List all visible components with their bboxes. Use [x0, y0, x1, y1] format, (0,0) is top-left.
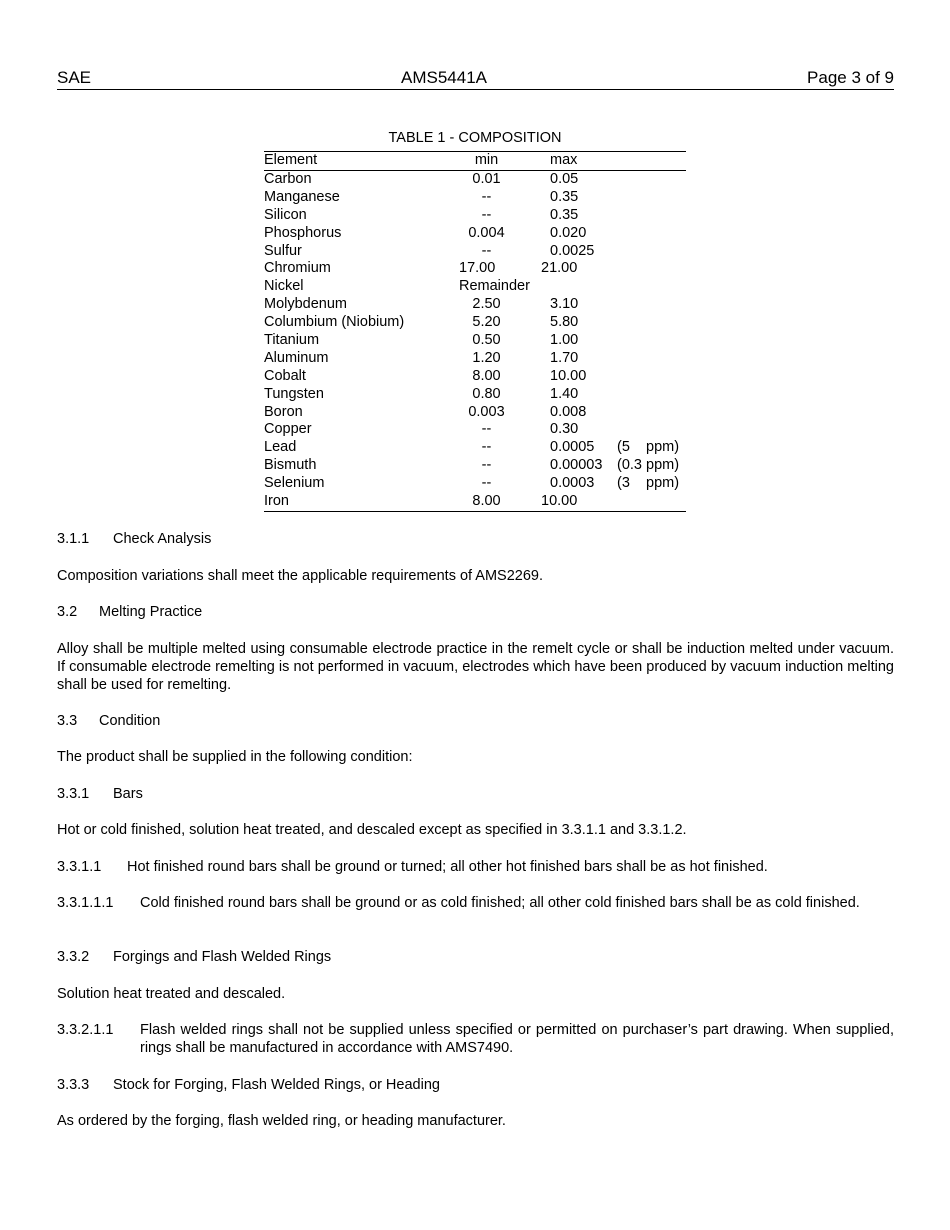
- cell-min: --: [481, 421, 492, 438]
- section-number: 3.3: [57, 713, 78, 729]
- cell-element: Sulfur: [264, 242, 302, 259]
- cell-min: --: [481, 188, 492, 205]
- cell-max: 0.020: [550, 224, 587, 241]
- cell-element: Selenium: [264, 475, 325, 492]
- cell-min: 1.20: [472, 349, 501, 366]
- cell-min: 0.004: [468, 224, 505, 241]
- table-row: [264, 207, 686, 225]
- cell-element: Molybdenum: [264, 296, 348, 313]
- section-number: 3.3.1.1: [57, 859, 102, 875]
- cell-element: Titanium: [264, 332, 320, 349]
- cell-element: Iron: [264, 493, 289, 510]
- table-body: [264, 171, 686, 511]
- section-3-3-3-text: As ordered by the forging, flash welded ring, or heading manufacturer.: [57, 1113, 506, 1129]
- cell-min: 2.50: [472, 296, 501, 313]
- table-row: [264, 332, 686, 350]
- cell-max: 0.35: [550, 206, 579, 223]
- section-title: Melting Practice: [99, 604, 203, 620]
- cell-max: 0.35: [550, 188, 579, 205]
- cell-element: Chromium: [264, 260, 331, 277]
- section-3-3-1-heading: [57, 785, 894, 803]
- section-3-3-2-1-1-number: 3.3.2.1.1: [57, 1022, 114, 1038]
- cell-max: 10.00: [541, 493, 578, 510]
- table-row: [264, 350, 686, 368]
- section-title: Forgings and Flash Welded Rings: [113, 949, 332, 965]
- column-header-min: min: [474, 152, 499, 168]
- cell-element: Phosphorus: [264, 224, 342, 241]
- cell-element: Nickel: [264, 278, 304, 295]
- table-row: [264, 296, 686, 314]
- cell-element: Carbon: [264, 171, 312, 187]
- cell-max: 5.80: [550, 314, 579, 331]
- cell-max: 1.00: [550, 332, 579, 349]
- table-row: [264, 243, 686, 261]
- table-row: [264, 386, 686, 404]
- cell-min: --: [481, 439, 492, 456]
- section-text: Hot finished round bars shall be ground or turned; all other hot finished bars shall be as hot finished.: [127, 859, 768, 875]
- cell-ppm: (5 ppm): [617, 439, 680, 456]
- section-title: Bars: [113, 786, 143, 802]
- table-row: [264, 457, 686, 475]
- cell-min: 8.00: [472, 493, 501, 510]
- column-header-element: Element: [264, 152, 318, 168]
- table-row: [264, 225, 686, 243]
- table-row: [264, 260, 686, 278]
- section-3-3-2-text: Solution heat treated and descaled.: [57, 986, 286, 1002]
- table-header-row: [264, 152, 686, 171]
- section-title: Stock for Forging, Flash Welded Rings, or Heading: [113, 1077, 440, 1093]
- section-3-3-1-text: Hot or cold finished, solution heat treated, and descaled except as specified in 3.3.1.1 and 3.3.1.2.: [57, 822, 687, 838]
- cell-min: --: [481, 475, 492, 492]
- cell-min: 8.00: [472, 367, 501, 384]
- section-3-1-1-text: Composition variations shall meet the applicable requirements of AMS2269.: [57, 568, 544, 584]
- cell-element: Silicon: [264, 206, 307, 223]
- section-3-3-3-heading: [57, 1076, 894, 1094]
- cell-max: 3.10: [550, 296, 579, 313]
- section-number: 3.3.3: [57, 1077, 90, 1093]
- section-number: 3.2: [57, 604, 78, 620]
- table-title: TABLE 1 - COMPOSITION: [388, 130, 562, 146]
- cell-max: 21.00: [541, 260, 578, 277]
- cell-element: Aluminum: [264, 349, 329, 366]
- cell-max: 0.0005: [550, 439, 595, 456]
- cell-element: Tungsten: [264, 385, 324, 402]
- table-row: [264, 368, 686, 386]
- section-3-3-2-1-1-text: Flash welded rings shall not be supplied unless specified or permitted on purchaser’s part drawing. When supplied, rings shall be manufactured in accordance with AMS7490.: [140, 1022, 894, 1056]
- header-page-number: Page 3 of 9: [807, 68, 894, 87]
- cell-max: 0.0003: [550, 475, 595, 492]
- table-row: [264, 493, 686, 511]
- cell-min: Remainder: [459, 278, 530, 295]
- section-3-2-text: Alloy shall be multiple melted using consumable electrode practice in the remelt cycle or shall be induction melted under vacuum. If consumable electrode remelting is not performed in vacuum, electrodes which have been produced by vacuum induction melting shall be used for remelting.: [57, 641, 894, 693]
- section-3-3-heading: [57, 712, 894, 730]
- section-3-2-heading: [57, 603, 894, 621]
- cell-max: 0.0025: [550, 242, 595, 259]
- cell-max: 0.008: [550, 403, 587, 420]
- section-3-3-2-heading: [57, 948, 894, 966]
- cell-min: 0.80: [472, 385, 501, 402]
- cell-element: Boron: [264, 403, 303, 420]
- column-header-max: max: [550, 152, 578, 168]
- table-row: [264, 314, 686, 332]
- section-3-1-1-heading: [57, 530, 894, 548]
- section-number: 3.3.1: [57, 786, 90, 802]
- cell-min: 5.20: [472, 314, 501, 331]
- table-row: [264, 475, 686, 493]
- cell-max: 1.70: [550, 349, 579, 366]
- table-row: [264, 171, 686, 189]
- section-3-3-1-1: [57, 858, 894, 876]
- section-3-3-1-1-1-text: Cold finished round bars shall be ground or as cold finished; all other cold finished bars shall be as cold finished.: [140, 895, 860, 911]
- cell-max: 0.05: [550, 171, 579, 187]
- section-title: Check Analysis: [113, 531, 212, 547]
- section-3-3-1-1-1-number: 3.3.1.1.1: [57, 895, 114, 911]
- cell-element: Cobalt: [264, 367, 306, 384]
- cell-max: 0.30: [550, 421, 579, 438]
- cell-min: 0.50: [472, 332, 501, 349]
- table-row: [264, 421, 686, 439]
- table-row: [264, 439, 686, 457]
- table-row: [264, 189, 686, 207]
- cell-min: 0.01: [472, 171, 501, 187]
- cell-min: 17.00: [459, 260, 496, 277]
- composition-table: [264, 151, 686, 512]
- cell-max: 10.00: [550, 367, 587, 384]
- cell-max: 0.00003: [550, 457, 603, 474]
- cell-max: 1.40: [550, 385, 579, 402]
- section-number: 3.1.1: [57, 531, 90, 547]
- cell-element: Lead: [264, 439, 297, 456]
- cell-element: Columbium (Niobium): [264, 314, 405, 331]
- cell-min: --: [481, 242, 492, 259]
- cell-element: Bismuth: [264, 457, 317, 474]
- cell-ppm: (3 ppm): [617, 475, 680, 492]
- table-row: [264, 278, 686, 296]
- cell-element: Manganese: [264, 188, 340, 205]
- header-org: SAE: [57, 68, 92, 87]
- cell-min: 0.003: [468, 403, 505, 420]
- cell-ppm: (0.3 ppm): [617, 457, 680, 474]
- table-row: [264, 404, 686, 422]
- header-doc-number: AMS5441A: [401, 68, 487, 87]
- section-3-3-text: The product shall be supplied in the following condition:: [57, 749, 413, 765]
- page-header: [57, 68, 894, 90]
- cell-element: Copper: [264, 421, 312, 438]
- section-title: Condition: [99, 713, 161, 729]
- cell-min: --: [481, 206, 492, 223]
- section-number: 3.3.2: [57, 949, 90, 965]
- cell-min: --: [481, 457, 492, 474]
